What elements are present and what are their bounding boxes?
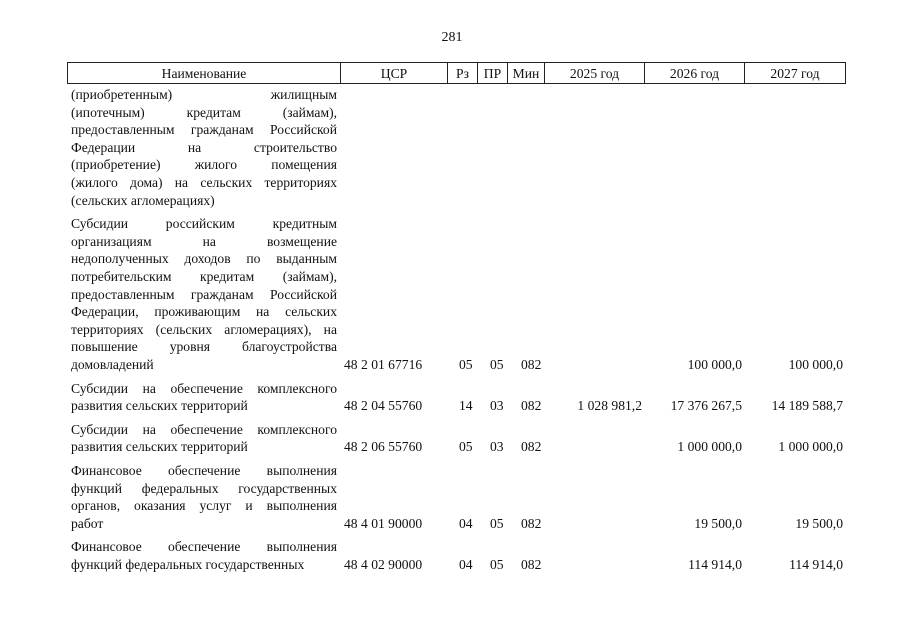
cell-y2027: 14 189 588,7 (771, 398, 843, 414)
cell-pr: 03 (490, 398, 504, 414)
row-name-line: Финансовое обеспечение выполнения (71, 539, 337, 555)
row-name-line: (приобретение) жилого помещения (71, 157, 337, 173)
row-name-line: Субсидии на обеспечение комплексного (71, 421, 337, 437)
header-min: Мин (507, 63, 544, 83)
row-name-line: Субсидии на обеспечение комплексного (71, 380, 337, 396)
cell-y2026: 19 500,0 (694, 515, 742, 531)
cell-pr: 05 (490, 515, 504, 531)
row-name-line: функций федеральных государственных (71, 480, 337, 496)
row-name-line: функций федеральных государственных (71, 556, 305, 572)
row-name-line: работ (71, 515, 104, 531)
row-name-line: домовладений (71, 356, 154, 372)
row-name-line: недополученных доходов по выданным (71, 251, 337, 267)
cell-csr: 48 2 06 55760 (344, 439, 423, 455)
cell-pr: 05 (490, 356, 504, 372)
cell-rz: 04 (459, 515, 473, 531)
row-name-line: потребительским кредитам (займам), (71, 268, 337, 284)
cell-csr: 48 4 02 90000 (344, 556, 423, 572)
cell-rz: 05 (459, 356, 473, 372)
row-name-line: предоставленным гражданам Российской (71, 122, 337, 138)
cell-y2026: 100 000,0 (687, 356, 742, 372)
cell-rz: 05 (459, 439, 473, 455)
row-name-line: (сельских агломерациях) (71, 192, 215, 208)
row-name-line: органов, оказания услуг и выполнения (71, 498, 337, 514)
row-name (71, 86, 337, 209)
cell-y2027: 114 914,0 (789, 556, 843, 572)
cell-pr: 03 (490, 439, 504, 455)
row-name-line: Субсидии российским кредитным (71, 216, 337, 232)
cell-min: 082 (521, 515, 542, 531)
cell-y2026: 17 376 267,5 (670, 398, 742, 414)
cell-y2025: 1 028 981,2 (577, 398, 642, 414)
header-pr: ПР (477, 63, 507, 83)
row-name-line: Финансовое обеспечение выполнения (71, 463, 337, 478)
row-name-line: организациям на возмещение (71, 233, 337, 249)
header-2025: 2025 год (544, 63, 644, 83)
row-name (71, 538, 337, 573)
row-name (71, 215, 337, 373)
table-header (67, 62, 846, 84)
row-name-line: предоставленным гражданам Российской (71, 286, 337, 302)
row-name-line: Федерации на строительство (71, 139, 337, 155)
cell-min: 082 (521, 556, 542, 572)
cell-y2027: 100 000,0 (788, 356, 843, 372)
cell-rz: 04 (459, 556, 473, 572)
header-name: Наименование (161, 66, 247, 81)
cell-pr: 05 (490, 556, 504, 572)
row-name (71, 421, 337, 456)
cell-y2026: 114 914,0 (688, 556, 742, 572)
row-name-line: развития сельских территорий (71, 439, 248, 455)
row-name-line: (ипотечным) кредитам (займам), (71, 104, 337, 120)
header-csr: ЦСР (340, 63, 447, 83)
cell-rz: 14 (459, 398, 473, 414)
row-name-line: повышение уровня благоустройства (71, 339, 337, 355)
row-name-line: (жилого дома) на сельских территориях (71, 174, 337, 190)
row-name (71, 462, 337, 532)
cell-y2027: 1 000 000,0 (778, 439, 843, 455)
row-name-line: развития сельских территорий (71, 398, 248, 414)
cell-y2027: 19 500,0 (795, 515, 843, 531)
cell-min: 082 (521, 356, 542, 372)
row-name-line: Федерации, проживающим на сельских (71, 304, 337, 320)
header-2027: 2027 год (744, 63, 845, 83)
header-2026: 2026 год (644, 63, 744, 83)
cell-csr: 48 4 01 90000 (344, 515, 423, 531)
page-number: 281 (441, 30, 463, 45)
row-name-line: (приобретенным) жилищным (71, 87, 337, 102)
header-rz: Рз (447, 63, 477, 83)
row-name-line: территориях (сельских агломерациях), на (71, 321, 337, 337)
cell-csr: 48 2 04 55760 (344, 398, 423, 414)
cell-min: 082 (521, 398, 542, 414)
cell-csr: 48 2 01 67716 (344, 356, 423, 372)
cell-y2026: 1 000 000,0 (677, 439, 742, 455)
cell-min: 082 (521, 439, 542, 455)
row-name (71, 380, 337, 415)
